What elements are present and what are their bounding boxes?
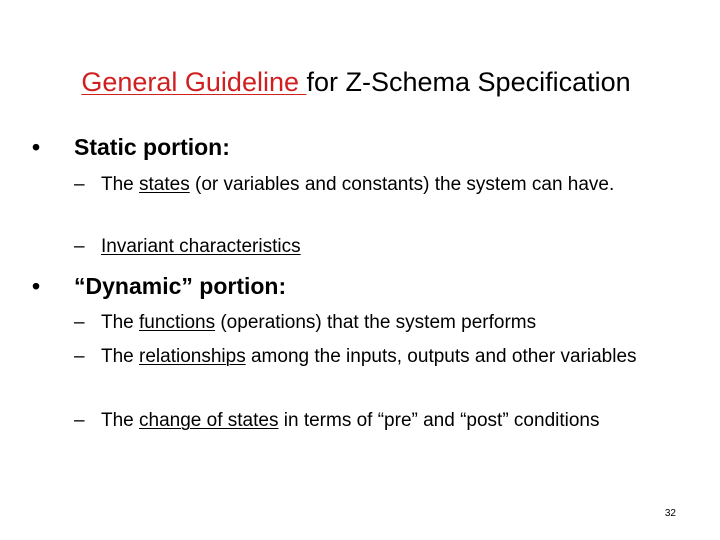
bullet-static-heading: Static portion: (74, 134, 230, 160)
sub-item-functions-text (101, 310, 661, 336)
sub-item-prefix: The (101, 174, 140, 195)
sub-item-prefix: The (101, 312, 140, 333)
sub-item-suffix: (or variables and constants) the system can have. (189, 174, 615, 195)
term-functions: functions (139, 312, 216, 333)
sub-item-relationships (74, 344, 674, 396)
dash-glyph: – (74, 312, 85, 333)
title-rest: for Z-Schema Specification (306, 67, 631, 97)
sub-item-prefix: The (101, 346, 140, 367)
bullet-dynamic-heading: “Dynamic” portion: (74, 273, 287, 299)
term-invariant-characteristics: Invariant characteristics (101, 236, 301, 257)
dash-glyph: – (74, 410, 85, 431)
sub-item-states-text (101, 172, 661, 198)
bullet-glyph: • (32, 273, 41, 299)
term-change-of-states: change of states (139, 410, 279, 431)
sub-item-suffix: (operations) that the system performs (215, 312, 537, 333)
sub-item-suffix: in terms of “pre” and “post” conditions (278, 410, 600, 431)
sub-item-states (74, 172, 674, 224)
sub-item-functions (74, 310, 674, 336)
dash-glyph: – (74, 346, 85, 367)
sub-item-prefix: The (101, 410, 140, 431)
sub-item-invariant (74, 234, 674, 260)
sub-item-invariant-text (101, 234, 661, 260)
bullet-static (32, 132, 672, 162)
sub-item-change-of-states-text (101, 408, 621, 434)
bullet-dynamic (32, 271, 672, 301)
sub-item-suffix: among the inputs, outputs and other variables (245, 346, 637, 367)
slide-title (0, 64, 712, 100)
term-states: states (139, 174, 190, 195)
title-link: General Guideline (81, 67, 307, 97)
term-relationships: relationships (139, 346, 246, 367)
sub-item-relationships-text (101, 344, 661, 370)
dash-glyph: – (74, 174, 85, 195)
dash-glyph: – (74, 236, 85, 257)
bullet-glyph: • (32, 134, 41, 160)
sub-item-change-of-states (74, 408, 674, 460)
page-number: 32 (664, 508, 676, 519)
